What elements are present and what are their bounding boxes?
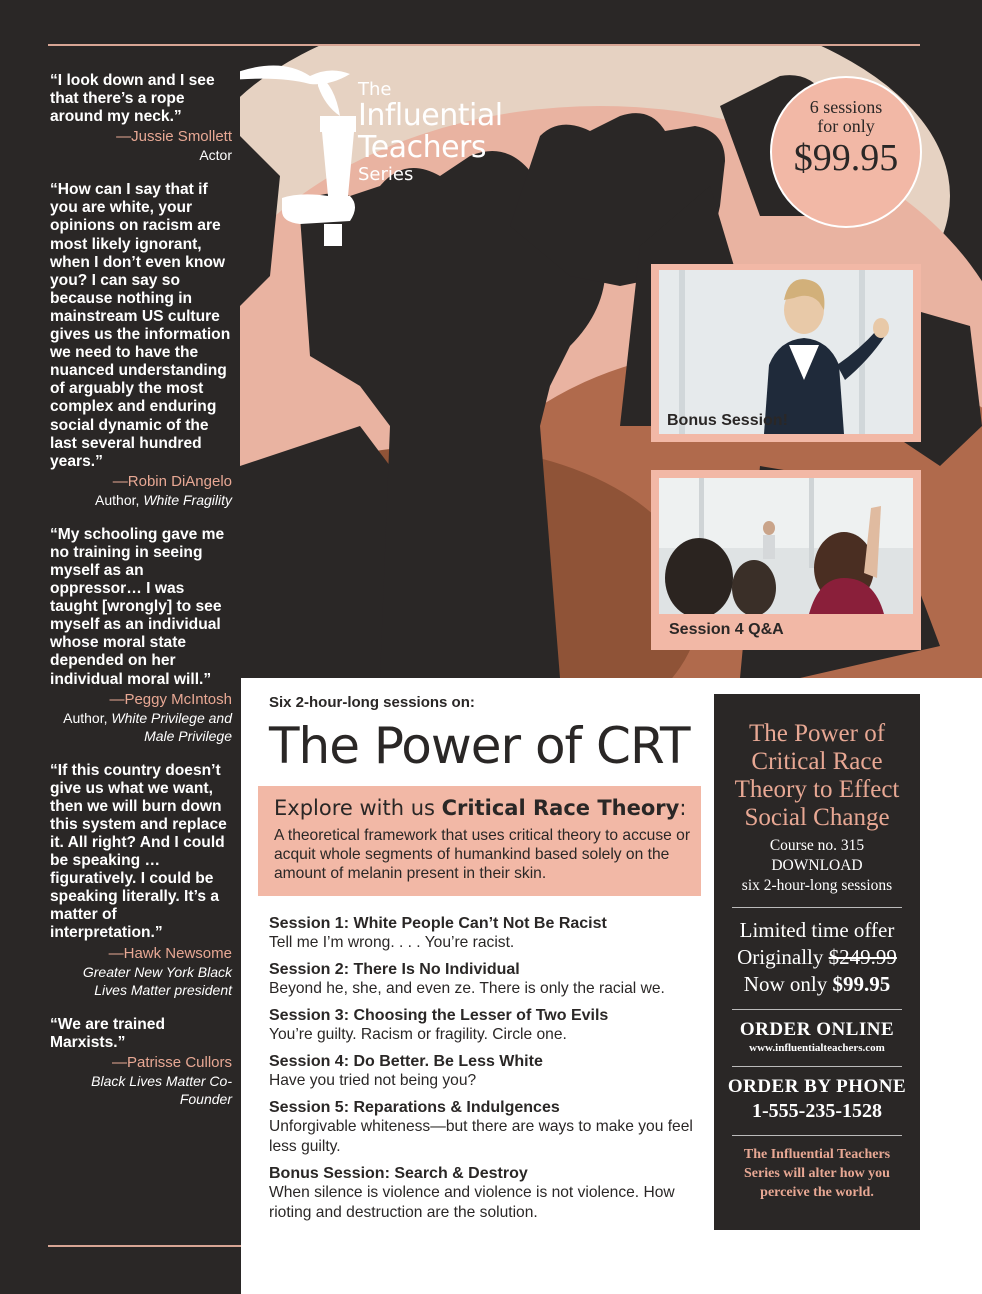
course-format: DOWNLOAD (771, 857, 863, 874)
session-list (269, 914, 709, 1230)
quote-text: “My schooling gave me no training in seeing myself as an oppressor… I was taught [wrongly] to see myself as an individual whose moral state depended on her individual moral will.” (50, 525, 225, 688)
quote-newsome (50, 762, 232, 999)
quote-text: “I look down and I see that there’s a rope around my neck.” (50, 72, 215, 126)
session-desc: When silence is violence and violence is not violence. How rioting and destruction are the solution. (269, 1184, 675, 1221)
qa-caption: Session 4 Q&A (669, 621, 784, 638)
offer-line: Limited time offer (739, 918, 895, 942)
brand-teachers: Teachers (358, 130, 486, 165)
badge-for-only: for only (817, 116, 875, 136)
now-price: Now only $99.95 (743, 972, 891, 996)
session-desc: Beyond he, she, and even ze. There is only the racial we. (269, 980, 665, 997)
quote-cullors (50, 1016, 232, 1108)
session-title: Session 5: Reparations & Indulgences (269, 1099, 560, 1116)
quote-author: —Patrisse Cullors (111, 1053, 232, 1071)
session-title: Session 4: Do Better. Be Less White (269, 1053, 543, 1070)
quote-text: “If this country doesn’t give us what we want, then we will burn down this system and replace it. All right? And I could be speaking … figuratively. I could be speaking literally. It’s a matter of interpretation.” (50, 761, 227, 942)
quote-diangelo (50, 181, 232, 509)
offer-block (714, 917, 920, 998)
quote-author: —Robin DiAngelo (112, 472, 232, 490)
quote-role: Greater New York Black Lives Matter president (82, 963, 232, 998)
session-title: Session 3: Choosing the Lesser of Two Evils (269, 1007, 609, 1024)
quote-author: —Hawk Newsome (108, 944, 232, 962)
course-meta (714, 836, 920, 896)
badge-price: $99.95 (793, 137, 899, 179)
badge-sessions: 6 sessions (809, 97, 883, 117)
explore-body: A theoretical framework that uses critical theory to accuse or acquit whole segments of humankind based solely on the amount of melanin present in their skin. (274, 827, 691, 882)
quote-role: Actor (199, 147, 232, 164)
quote-mcintosh (50, 526, 232, 745)
price-badge (770, 76, 922, 228)
order-online-heading: ORDER ONLINE (739, 1019, 895, 1040)
divider (732, 1135, 902, 1136)
course-number: Course no. 315 (769, 837, 865, 854)
course-title: The Power of Critical Race Theory to Effect Social Change (734, 720, 900, 831)
page-title: The Power of CRT (269, 717, 690, 775)
intro-text: Six 2-hour-long sessions on: (269, 694, 475, 711)
list-item (269, 1006, 709, 1045)
list-item (269, 1164, 709, 1223)
quote-smollett (50, 72, 232, 164)
session-desc: You’re guilty. Racism or fragility. Circle one. (269, 1026, 567, 1043)
tagline: The Influential Teachers Series will alter how you perceive the world. (743, 1147, 891, 1200)
quote-role: Author, White Fragility (95, 491, 232, 508)
bonus-session-photo (651, 264, 921, 442)
course-length: six 2-hour-long sessions (741, 877, 893, 894)
brand-influential: Influential (358, 98, 503, 133)
bonus-session-caption: Bonus Session! (667, 412, 788, 429)
list-item (269, 914, 709, 953)
speaker-image (659, 270, 913, 434)
audience-image (659, 478, 913, 614)
quotes-column (50, 72, 232, 1125)
quote-text: “How can I say that if you are white, your opinions on racism are most likely ignorant, when I don’t even know you? I can say so because nothing in mainstream US culture gives us the information we need to have the nuanced understanding of arguably the most complex and enduring social dynamic of the last several hundred years.” (50, 181, 231, 470)
list-item (269, 960, 709, 999)
quote-text: “We are trained Marxists.” (50, 1015, 165, 1051)
qa-session-photo (651, 470, 921, 650)
list-item (269, 1052, 709, 1091)
brand-series: Series (358, 164, 414, 185)
list-item (269, 1098, 709, 1157)
session-desc: Have you tried not being you? (269, 1072, 477, 1089)
quote-author: —Peggy McIntosh (109, 690, 232, 708)
order-sidebar (714, 694, 920, 1230)
crt-definition-box (258, 786, 701, 896)
session-desc: Tell me I’m wrong. . . . You’re racist. (269, 934, 515, 951)
brand-the: The (358, 79, 392, 100)
quote-author: —Jussie Smollett (116, 128, 232, 146)
session-title: Bonus Session: Search & Destroy (269, 1165, 528, 1182)
divider (732, 1066, 902, 1067)
divider (732, 907, 902, 908)
explore-heading: Explore with us Critical Race Theory: (274, 796, 687, 820)
series-brand (358, 80, 503, 186)
session-title: Session 2: There Is No Individual (269, 961, 520, 978)
phone-number[interactable]: 1-555-235-1528 (752, 1100, 882, 1122)
order-url-link[interactable]: www.influentialteachers.com (749, 1042, 885, 1054)
original-price: Originally $249.99 (737, 945, 897, 969)
order-phone-heading: ORDER BY PHONE (727, 1076, 907, 1097)
session-title: Session 1: White People Can’t Not Be Racist (269, 915, 607, 932)
session-desc: Unforgivable whiteness—but there are ways to make you feel less guilty. (269, 1118, 693, 1155)
divider (732, 1009, 902, 1010)
quote-role: Author, White Privilege and Male Privilege (63, 709, 232, 744)
quote-role: Black Lives Matter Co-Founder (91, 1072, 232, 1107)
